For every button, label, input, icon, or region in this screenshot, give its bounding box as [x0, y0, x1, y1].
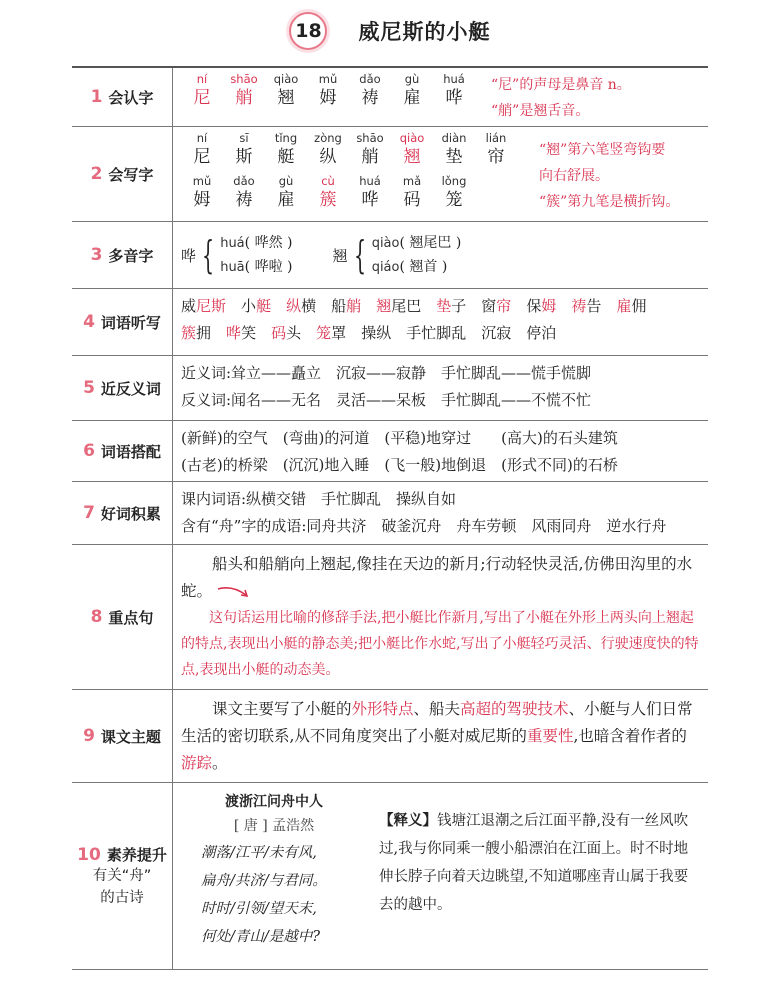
row-label-text: 会写字 [108, 165, 154, 184]
char-cell [223, 174, 265, 211]
row-key-sentence [72, 545, 708, 690]
hanzi: 纵 [319, 147, 337, 167]
translation-tag: 【释义】 [379, 813, 437, 829]
row-theme [72, 690, 708, 783]
char-cell [307, 174, 349, 211]
row-number: 2 [90, 164, 103, 184]
row-label [72, 222, 173, 288]
example-word: ( 哗啦 ) [244, 259, 293, 275]
reading [220, 255, 292, 279]
word-segment: 纵 [286, 297, 302, 315]
row-number: 7 [83, 503, 95, 523]
pinyin: huá [220, 236, 245, 251]
pinyin: dǎo [233, 174, 255, 188]
row-number: 5 [83, 378, 95, 398]
hanzi: 姆 [193, 190, 211, 210]
char-cell [265, 174, 307, 211]
hanzi: 垫 [445, 147, 463, 167]
word-segment: 告 [586, 297, 602, 315]
readings [372, 231, 462, 279]
row-label-text: 词语听写 [100, 313, 161, 332]
row-label-text: 重点句 [108, 608, 154, 627]
dictation-word [616, 297, 646, 315]
theme-segment: 。 [212, 754, 228, 772]
row-sublabel: 的古诗 [100, 889, 144, 906]
word-segment: 船 [331, 297, 347, 315]
note: “尼”的声母是鼻音 n。 [491, 77, 631, 93]
row-poem [72, 783, 708, 970]
words-line: 课内词语:纵横交错 手忙脚乱 操纵自如 [181, 490, 457, 508]
theme-segment: ,也暗含着作者的 [573, 727, 687, 745]
dictation-word [181, 324, 211, 342]
hanzi: 帘 [487, 147, 505, 167]
char-cell [433, 131, 475, 168]
word-segment: 罩 [331, 324, 347, 342]
row-label-text: 素养提升 [106, 845, 167, 864]
brace-icon: { [353, 233, 366, 277]
word-segment: 子 [451, 297, 467, 315]
word-segment: 垫 [436, 297, 452, 315]
char-list [181, 131, 517, 168]
row-label [72, 783, 173, 969]
row-label [72, 690, 173, 782]
row-label [72, 482, 173, 544]
collocation-line: (古老)的桥梁 (沉沉)地入睡 (飞一般)地倒退 (形式不同)的石桥 [181, 456, 618, 474]
char-cell [349, 131, 391, 168]
poem-translation [369, 785, 702, 967]
char-cell [223, 131, 265, 168]
reading [372, 255, 462, 279]
word-segment: 手忙脚乱 [406, 324, 467, 342]
row-synonyms [72, 356, 708, 421]
word-segment: 哗 [226, 324, 242, 342]
dictation-word [331, 297, 361, 315]
poem-line: 扁舟/共济/与君同。 [201, 873, 327, 889]
word-segment: 佣 [631, 297, 647, 315]
word-segment: 保 [526, 297, 542, 315]
hanzi: 码 [403, 190, 421, 210]
char-cell [433, 174, 475, 211]
theme-segment: 游踪 [181, 754, 213, 772]
char-cell [391, 174, 433, 211]
word-segment: 尾巴 [391, 297, 422, 315]
dictation-word [376, 297, 421, 315]
word-segment: 操纵 [361, 324, 392, 342]
poem-author: [ 唐 ] 孟浩然 [233, 818, 315, 834]
collocation-line: (新鲜)的空气 (弯曲)的河道 (平稳)地穿过 (高大)的石头建筑 [181, 429, 618, 447]
char-cell [349, 174, 391, 211]
pinyin: qiào [399, 131, 425, 145]
hanzi: 雇 [403, 88, 421, 108]
row-label-text: 词语搭配 [100, 442, 161, 461]
dictation-word [271, 324, 301, 342]
dictation-word [226, 324, 256, 342]
antonym-line: 反义词:闻名——无名 灵活——呆板 手忙脚乱——不慌不忙 [181, 391, 592, 409]
row-label-text: 好词积累 [100, 504, 161, 523]
dictation-word [406, 324, 466, 342]
word-segment: 帘 [496, 297, 512, 315]
pinyin: gù [404, 72, 420, 86]
polyphonic-item [332, 231, 461, 279]
char-cell [391, 131, 433, 168]
theme-text [181, 696, 702, 777]
row-label [72, 356, 173, 420]
study-table [72, 66, 708, 970]
dictation-word [526, 324, 556, 342]
row-label-text: 课文主题 [100, 727, 161, 746]
pinyin: cù [321, 174, 335, 188]
char-cell [181, 131, 223, 168]
readings [220, 231, 292, 279]
word-segment: 拥 [196, 324, 212, 342]
hanzi: 尼 [193, 88, 211, 108]
row-sublabel: 有关“舟” [92, 867, 152, 884]
char-cell [307, 72, 349, 122]
row-dictation [72, 289, 708, 356]
dictation-word [241, 297, 271, 315]
hanzi: 艄 [235, 88, 253, 108]
char-cell [307, 131, 349, 168]
row-label-text: 会认字 [108, 88, 154, 107]
dictation-word [361, 324, 391, 342]
pinyin: gù [278, 174, 294, 188]
row-label [72, 421, 173, 481]
char-cell [391, 72, 433, 122]
dictation-word [481, 324, 511, 342]
hanzi: 尼 [193, 147, 211, 167]
polyphonic-char: 翘 [332, 246, 348, 265]
theme-segment: 课文主要写了小艇的 [212, 700, 352, 718]
char-cell [181, 72, 223, 122]
word-segment: 笼 [316, 324, 332, 342]
dictation-word [316, 324, 346, 342]
char-cell [265, 72, 307, 122]
note: “翘”第六笔竖弯钩要 [539, 142, 666, 158]
row-label [72, 68, 173, 126]
dictation-word [286, 297, 316, 315]
hanzi: 翘 [277, 88, 295, 108]
pinyin: lǒng [441, 174, 467, 188]
hanzi: 雇 [277, 190, 295, 210]
note: “簇”第九笔是横折钩。 [539, 194, 680, 210]
word-segment: 沉寂 [481, 324, 512, 342]
key-sentence-text: 船头和船艄向上翘起,像挂在天边的新月;行动轻快灵活,仿佛田沟里的水蛇。 [181, 555, 693, 600]
word-line [181, 320, 702, 347]
poem-line: 何处/青山/是越中? [201, 929, 321, 945]
hanzi: 艇 [277, 147, 295, 167]
reading [220, 231, 292, 255]
theme-segment: 高超的驾驶技术 [460, 700, 569, 718]
char-cell [433, 72, 475, 122]
hanzi: 祷 [235, 190, 253, 210]
theme-segment: 、船夫 [413, 700, 461, 718]
word-segment: 小 [241, 297, 257, 315]
poem [179, 785, 369, 967]
example-word: ( 翘首 ) [399, 259, 448, 275]
pinyin: mǎ [402, 174, 422, 188]
brace-icon: { [202, 233, 215, 277]
word-segment: 雇 [616, 297, 632, 315]
row-number: 9 [83, 726, 95, 746]
translation-text: 钱塘江退潮之后江面平静,没有一丝风吹过,我与你同乘一艘小船漂泊在江面上。时不时地伸长脖子向着天边眺望,不知道哪座青山属于我要去的越中。 [379, 813, 689, 913]
key-sentence [181, 551, 702, 605]
page-header [0, 12, 780, 60]
synonym-line: 近义词:耸立——矗立 沉寂——寂静 手忙脚乱——慌手慌脚 [181, 364, 592, 382]
row-label-text: 近反义词 [100, 379, 161, 398]
row-label [72, 289, 173, 355]
hanzi: 哗 [445, 88, 463, 108]
word-segment: 祷 [571, 297, 587, 315]
pinyin: sī [239, 131, 249, 145]
word-segment: 码 [271, 324, 287, 342]
dictation-word [481, 297, 511, 315]
hanzi: 姆 [319, 88, 337, 108]
pinyin: zòng [314, 131, 342, 145]
word-segment: 停泊 [526, 324, 557, 342]
pinyin: huā [220, 260, 245, 275]
hanzi: 祷 [361, 88, 379, 108]
row-label [72, 127, 173, 221]
pinyin: shāo [356, 131, 384, 145]
pinyin: qiáo [371, 260, 400, 275]
hanzi: 翘 [403, 147, 421, 167]
row-recognize-chars [72, 68, 708, 127]
word-line [181, 293, 702, 320]
word-segment: 笑 [241, 324, 257, 342]
pinyin: lián [485, 131, 507, 145]
poem-title: 渡浙江问舟中人 [225, 794, 323, 810]
hanzi: 簇 [319, 190, 337, 210]
example-word: ( 翘尾巴 ) [399, 235, 462, 251]
note: “艄”是翘舌音。 [491, 103, 590, 119]
dictation-word [181, 297, 226, 315]
row-number: 3 [90, 245, 103, 265]
word-segment: 尼斯 [196, 297, 227, 315]
word-segment: 翘 [376, 297, 392, 315]
hanzi: 斯 [235, 147, 253, 167]
word-segment: 窗 [481, 297, 497, 315]
row-label [72, 545, 173, 689]
lesson-number: 18 [289, 12, 327, 50]
pinyin: huá [443, 72, 465, 86]
row-number: 1 [90, 87, 103, 107]
char-list [181, 174, 517, 211]
arrow-icon [216, 585, 250, 599]
char-cell [223, 72, 265, 122]
row-collocation [72, 421, 708, 482]
hanzi: 笼 [445, 190, 463, 210]
poem-line: 潮落/江平/未有风, [201, 845, 317, 861]
dictation-word [571, 297, 601, 315]
pinyin: huá [359, 174, 381, 188]
pinyin: mǔ [318, 72, 338, 86]
row-number: 10 [77, 844, 101, 865]
pinyin: ní [196, 72, 208, 86]
polyphonic-item [181, 231, 292, 279]
page-title: 威尼斯的小艇 [358, 20, 491, 44]
theme-segment: 外形特点 [351, 700, 414, 718]
word-segment: 艄 [346, 297, 362, 315]
char-list [181, 72, 475, 122]
char-notes [539, 137, 679, 217]
row-number: 4 [83, 312, 95, 332]
theme-segment: 、小艇与人们日常生活的密切联系,从不同角度突出了小艇对威尼斯的 [181, 700, 693, 745]
hanzi: 艄 [361, 147, 379, 167]
note: 向右舒展。 [539, 168, 609, 184]
word-segment: 横 [301, 297, 317, 315]
char-cell [181, 174, 223, 211]
dictation-word [526, 297, 556, 315]
pinyin: tǐng [274, 131, 298, 145]
reading [372, 231, 462, 255]
word-segment: 威 [181, 297, 197, 315]
polyphonic-char: 哗 [181, 246, 197, 265]
example-word: ( 哗然 ) [244, 235, 293, 251]
row-polyphonic [72, 222, 708, 289]
pinyin: qiào [371, 236, 400, 251]
row-label-text: 多音字 [108, 246, 154, 265]
row-number: 6 [83, 441, 95, 461]
theme-segment: 重要性 [526, 727, 574, 745]
word-segment: 头 [286, 324, 302, 342]
char-cell [349, 72, 391, 122]
pinyin: qiào [273, 72, 299, 86]
dictation-word [436, 297, 466, 315]
polyphonic-list [181, 226, 702, 284]
pinyin: diàn [441, 131, 467, 145]
char-cell [265, 131, 307, 168]
idioms-line: 含有“舟”字的成语:同舟共济 破釜沉舟 舟车劳顿 风雨同舟 逆水行舟 [181, 517, 667, 535]
char-notes [491, 72, 631, 122]
word-segment: 簇 [181, 324, 197, 342]
word-segment: 姆 [541, 297, 557, 315]
row-number: 8 [90, 607, 103, 627]
pinyin: dǎo [359, 72, 381, 86]
hanzi: 哗 [361, 190, 379, 210]
poem-line: 时时/引领/望天末, [201, 901, 317, 917]
row-good-words [72, 482, 708, 545]
char-cell [475, 131, 517, 168]
row-write-chars [72, 127, 708, 222]
pinyin: shāo [230, 72, 258, 86]
pinyin: ní [196, 131, 208, 145]
word-segment: 艇 [256, 297, 272, 315]
sentence-analysis: 这句话运用比喻的修辞手法,把小艇比作新月,写出了小艇在外形上两头向上翘起的特点,表现出小艇的静态美;把小艇比作水蛇,写出了小艇轻巧灵活、行驶速度快的特点,表现出小艇的动态美。 [181, 610, 699, 678]
pinyin: mǔ [192, 174, 212, 188]
